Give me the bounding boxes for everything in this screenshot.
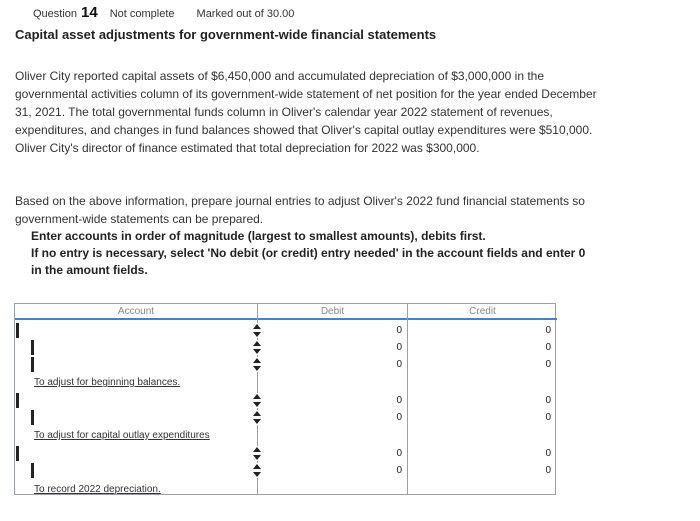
debit-input[interactable]: 0	[396, 395, 402, 406]
journal-row	[15, 392, 557, 409]
select-left-edge	[31, 357, 34, 372]
question-status: Not complete	[109, 8, 175, 20]
credit-column-header: Credit	[407, 304, 557, 320]
journal-row	[15, 409, 557, 426]
debit-input[interactable]: 0	[396, 359, 402, 370]
account-select[interactable]	[16, 393, 263, 408]
entry-description-link[interactable]: To adjust for beginning balances.	[34, 377, 181, 388]
account-select[interactable]	[31, 357, 263, 372]
question-header	[33, 4, 294, 21]
journal-entry-table	[14, 303, 556, 495]
debit-column-header: Debit	[257, 304, 407, 320]
debit-input[interactable]: 0	[396, 412, 402, 423]
select-left-edge	[16, 446, 19, 461]
credit-input[interactable]: 0	[545, 448, 551, 459]
debit-input[interactable]: 0	[396, 448, 402, 459]
select-left-edge	[31, 340, 34, 355]
debit-input[interactable]: 0	[396, 342, 402, 353]
select-left-edge	[31, 463, 34, 478]
credit-input[interactable]: 0	[545, 412, 551, 423]
account-select[interactable]	[31, 340, 263, 355]
instructions	[31, 228, 591, 279]
account-column-header: Account	[15, 304, 257, 320]
debit-input[interactable]: 0	[396, 325, 402, 336]
question-label: Question	[33, 8, 78, 20]
entry-description-link[interactable]: To adjust for capital outlay expenditures	[34, 430, 210, 441]
entry-description-link[interactable]: To record 2022 depreciation.	[34, 484, 161, 495]
account-select[interactable]	[16, 323, 263, 338]
problem-paragraph: Oliver City reported capital assets of $6,450,000 and accumulated depreciation of $3,000,000 in the governmental activities column of its government-wide statement of net position for the year ended December 31, 2021. The total governmental funds column in Oliver's calendar year 2022 statement of revenues, expenditures, and changes in fund balances showed that Oliver's capital outlay expenditures were $510,000. Oliver City's director of finance estimated that total depreciation for 2022 was $300,000.	[15, 69, 597, 155]
instruction-order: Enter accounts in order of magnitude (largest to smallest amounts), debits first.	[31, 229, 486, 243]
journal-row	[15, 462, 557, 479]
credit-input[interactable]: 0	[545, 325, 551, 336]
journal-row	[15, 322, 557, 339]
debit-input[interactable]: 0	[396, 465, 402, 476]
journal-row	[15, 445, 557, 462]
question-marks: Marked out of 30.00	[196, 8, 295, 20]
select-left-edge	[16, 323, 19, 338]
question-number: 14	[81, 4, 98, 21]
credit-input[interactable]: 0	[545, 359, 551, 370]
journal-row	[15, 356, 557, 373]
select-left-edge	[16, 393, 19, 408]
select-left-edge	[31, 410, 34, 425]
credit-input[interactable]: 0	[545, 395, 551, 406]
question-title: Capital asset adjustments for government-wide financial statements	[15, 27, 437, 42]
account-select[interactable]	[31, 463, 263, 478]
task-paragraph: Based on the above information, prepare journal entries to adjust Oliver's 2022 fund financial statements so government-wide statements can be prepared.	[15, 194, 585, 226]
credit-input[interactable]: 0	[545, 342, 551, 353]
instruction-no-entry: If no entry is necessary, select 'No debit (or credit) entry needed' in the account fields and enter 0 in the amount fields.	[31, 246, 586, 277]
credit-input[interactable]: 0	[545, 465, 551, 476]
journal-row	[15, 339, 557, 356]
account-select[interactable]	[31, 410, 263, 425]
account-select[interactable]	[16, 446, 263, 461]
